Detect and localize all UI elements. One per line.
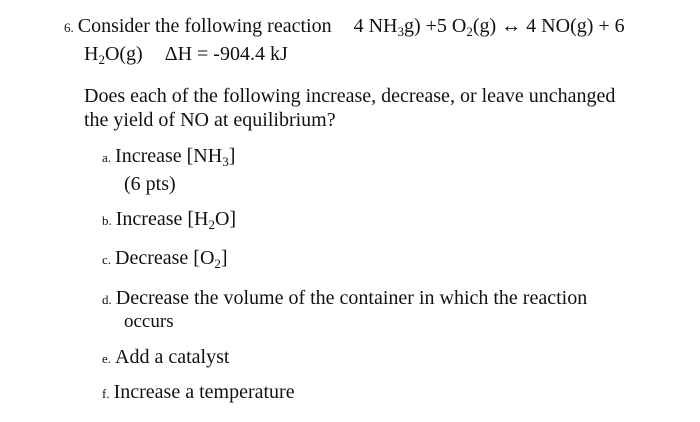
part-c: c. Decrease $[O_2]$ — [102, 247, 228, 271]
question-intro: Consider the following reaction — [77, 15, 332, 37]
enthalpy-value: ΔH = -904.4 kJ — [164, 43, 288, 65]
part-a-letter: a. — [102, 150, 112, 165]
part-d-letter: d. — [102, 292, 112, 307]
equation-line-2: $H_2O(g) \Delta H = -904.4$ kJ — [84, 43, 288, 67]
question-header — [64, 14, 625, 40]
equation-part-1: 4 $NH_3g) +5$ $O_2(g)$ ↔ 4 NO(g) + 6 — [353, 15, 625, 39]
question-number: 6. — [64, 20, 74, 35]
part-c-letter: c. — [102, 252, 112, 267]
prompt-line-1: Does each of the following increase, decrease, or leave unchanged — [84, 85, 616, 107]
part-d: d. Decrease the volume of the container in which the reaction — [102, 287, 588, 309]
part-b-letter: b. — [102, 213, 112, 228]
prompt-line-2: the yield of NO at equilibrium? — [84, 109, 336, 131]
part-b: b. Increase $[H_2O]$ — [102, 208, 237, 232]
part-d-line-2: occurs — [124, 311, 174, 332]
part-e-letter: e. — [102, 351, 112, 366]
part-f: f. Increase a temperature — [102, 381, 295, 403]
part-e: e. Add a catalyst — [102, 346, 230, 368]
part-f-letter: f. — [102, 386, 110, 401]
part-a: a. Increase $[NH_3]$ — [102, 145, 236, 169]
part-a-points: (6 pts) — [124, 173, 176, 195]
